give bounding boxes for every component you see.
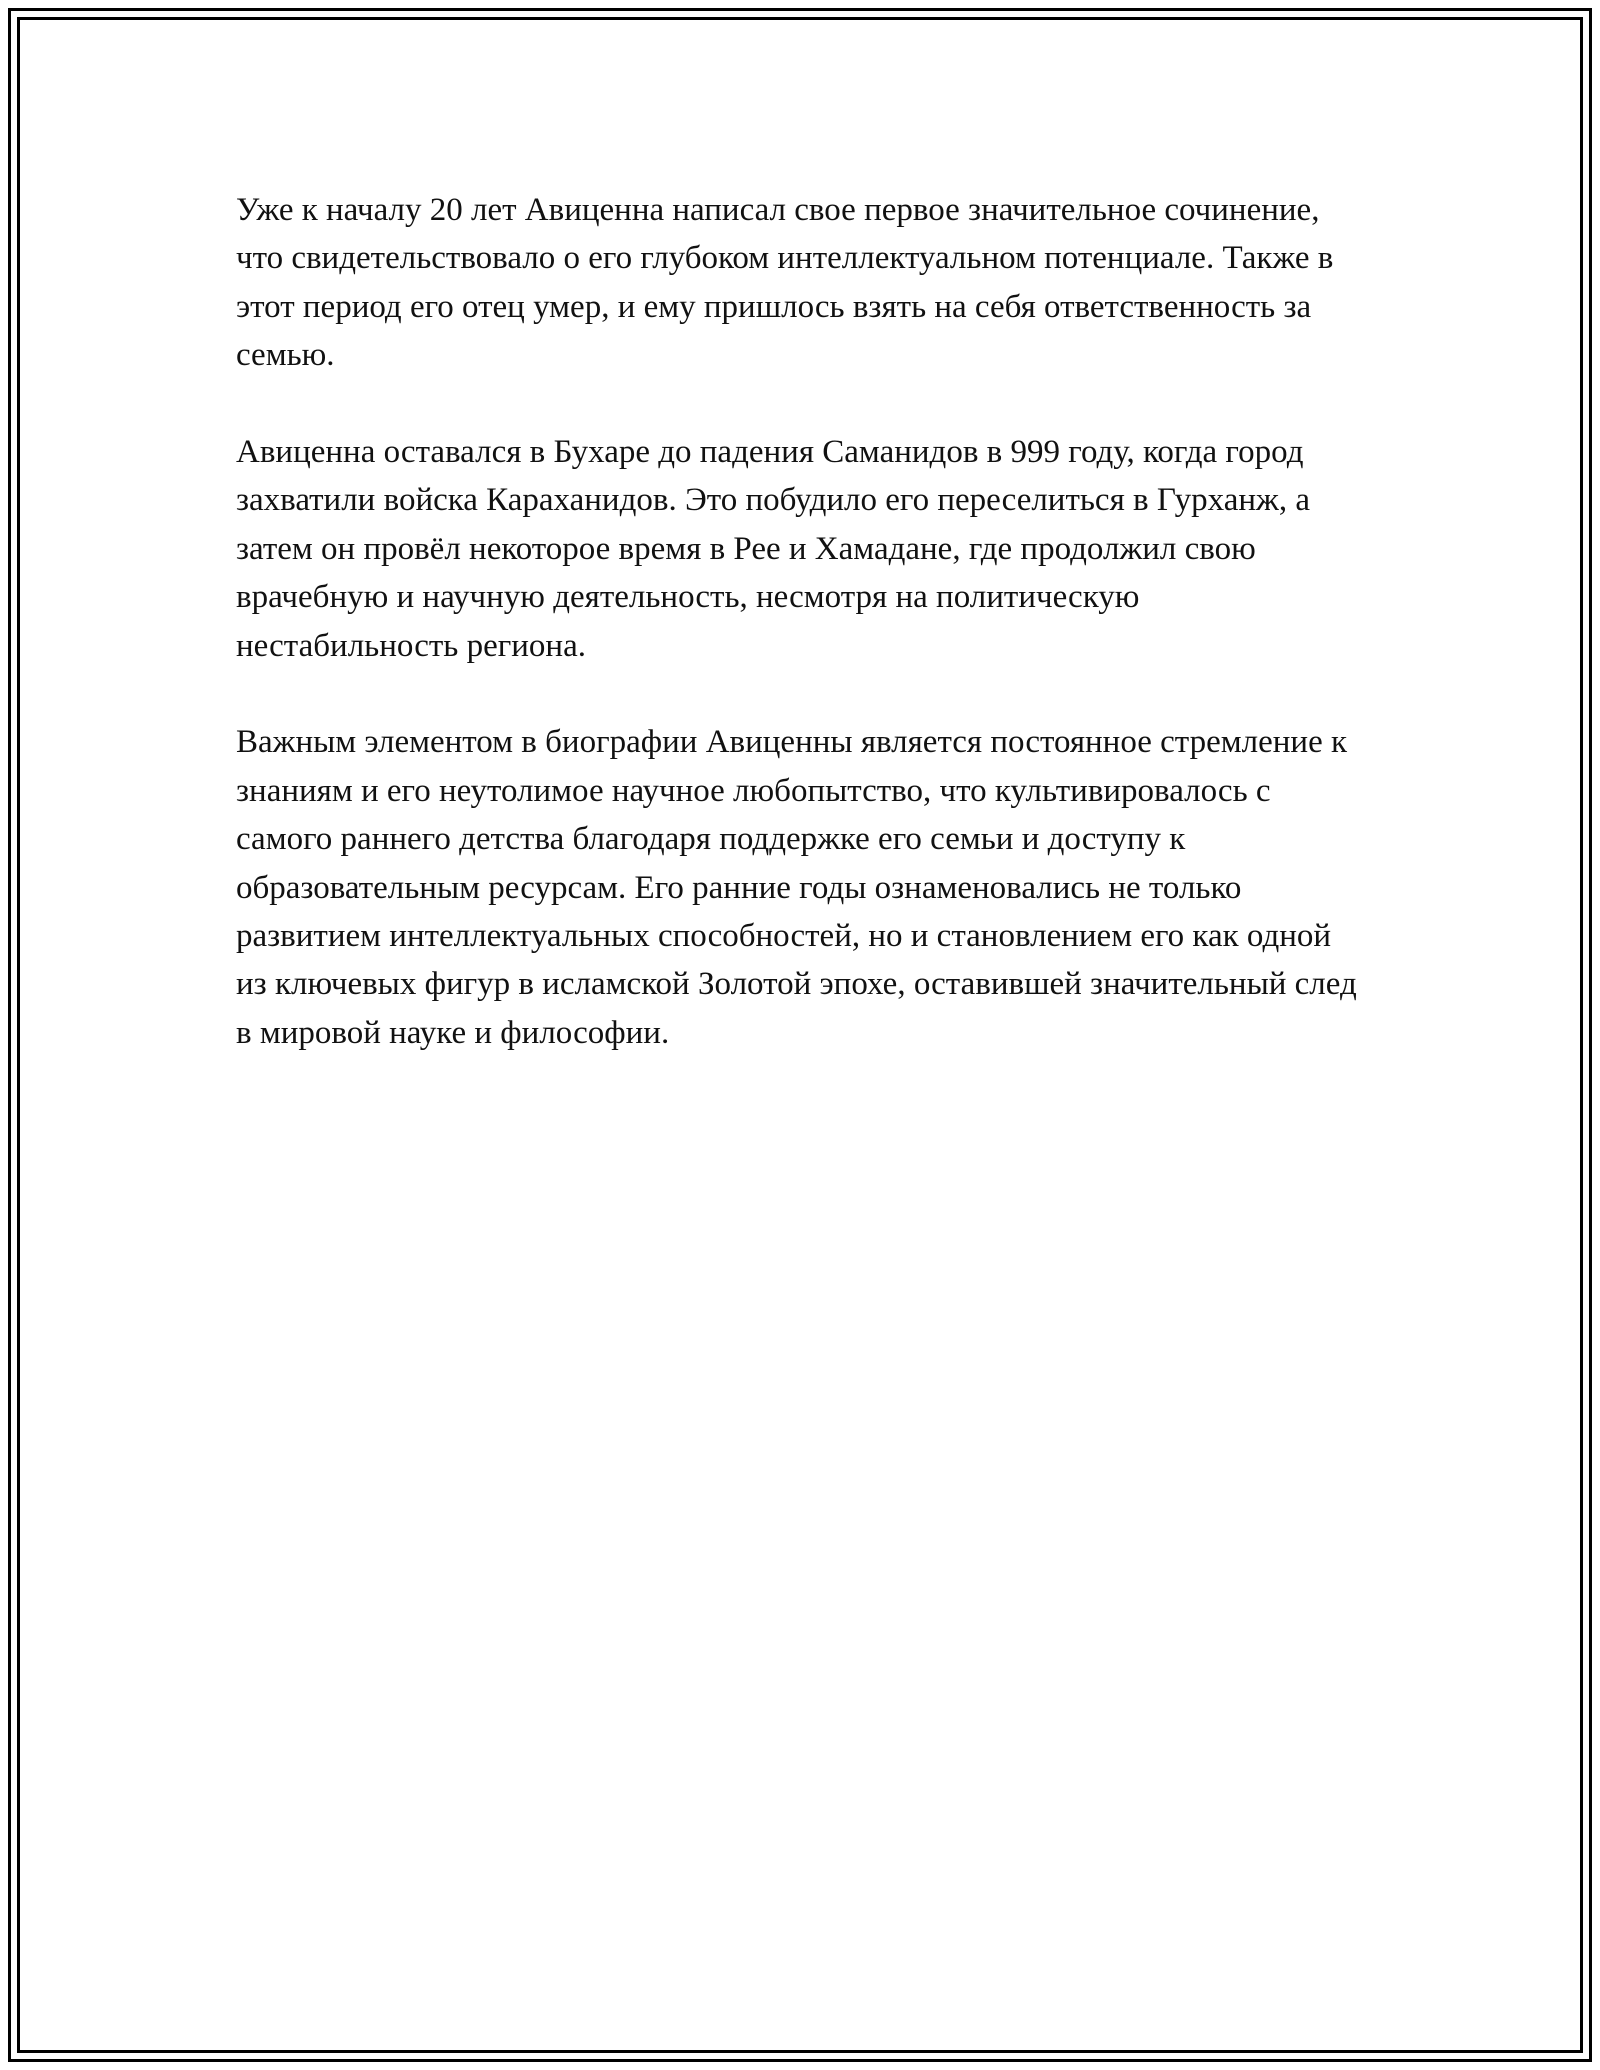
paragraph: Важным элементом в биографии Авиценны является постоянное стремление к знаниям и его неутолимое научное любопытство, что культивировалось с самого раннего детства благодаря поддержке его семьи и доступу к образовательным ресурсам. Его ранние годы ознаменовались не только развитием интеллектуальных способностей, но и становлением его как одной из ключевых фигур в исламской Золотой эпохе, оставившей значительный след в мировой науке и философии. [236, 724, 1357, 1051]
document-body [236, 186, 1366, 1106]
paragraph: Авиценна оставался в Бухаре до падения Саманидов в 999 году, когда город захватили войска Караханидов. Это побудило его переселиться в Гурханж, а затем он провёл некоторое время в Рее и Хамадане, где продолжил свою врачебную и научную деятельность, несмотря на политическую нестабильность региона. [236, 434, 1310, 664]
paragraph: Уже к началу 20 лет Авиценна написал свое первое значительное сочинение, что свидетельствовало о его глубоком интеллектуальном потенциале. Также в этот период его отец умер, и ему пришлось взять на себя ответственность за семью. [236, 192, 1334, 374]
